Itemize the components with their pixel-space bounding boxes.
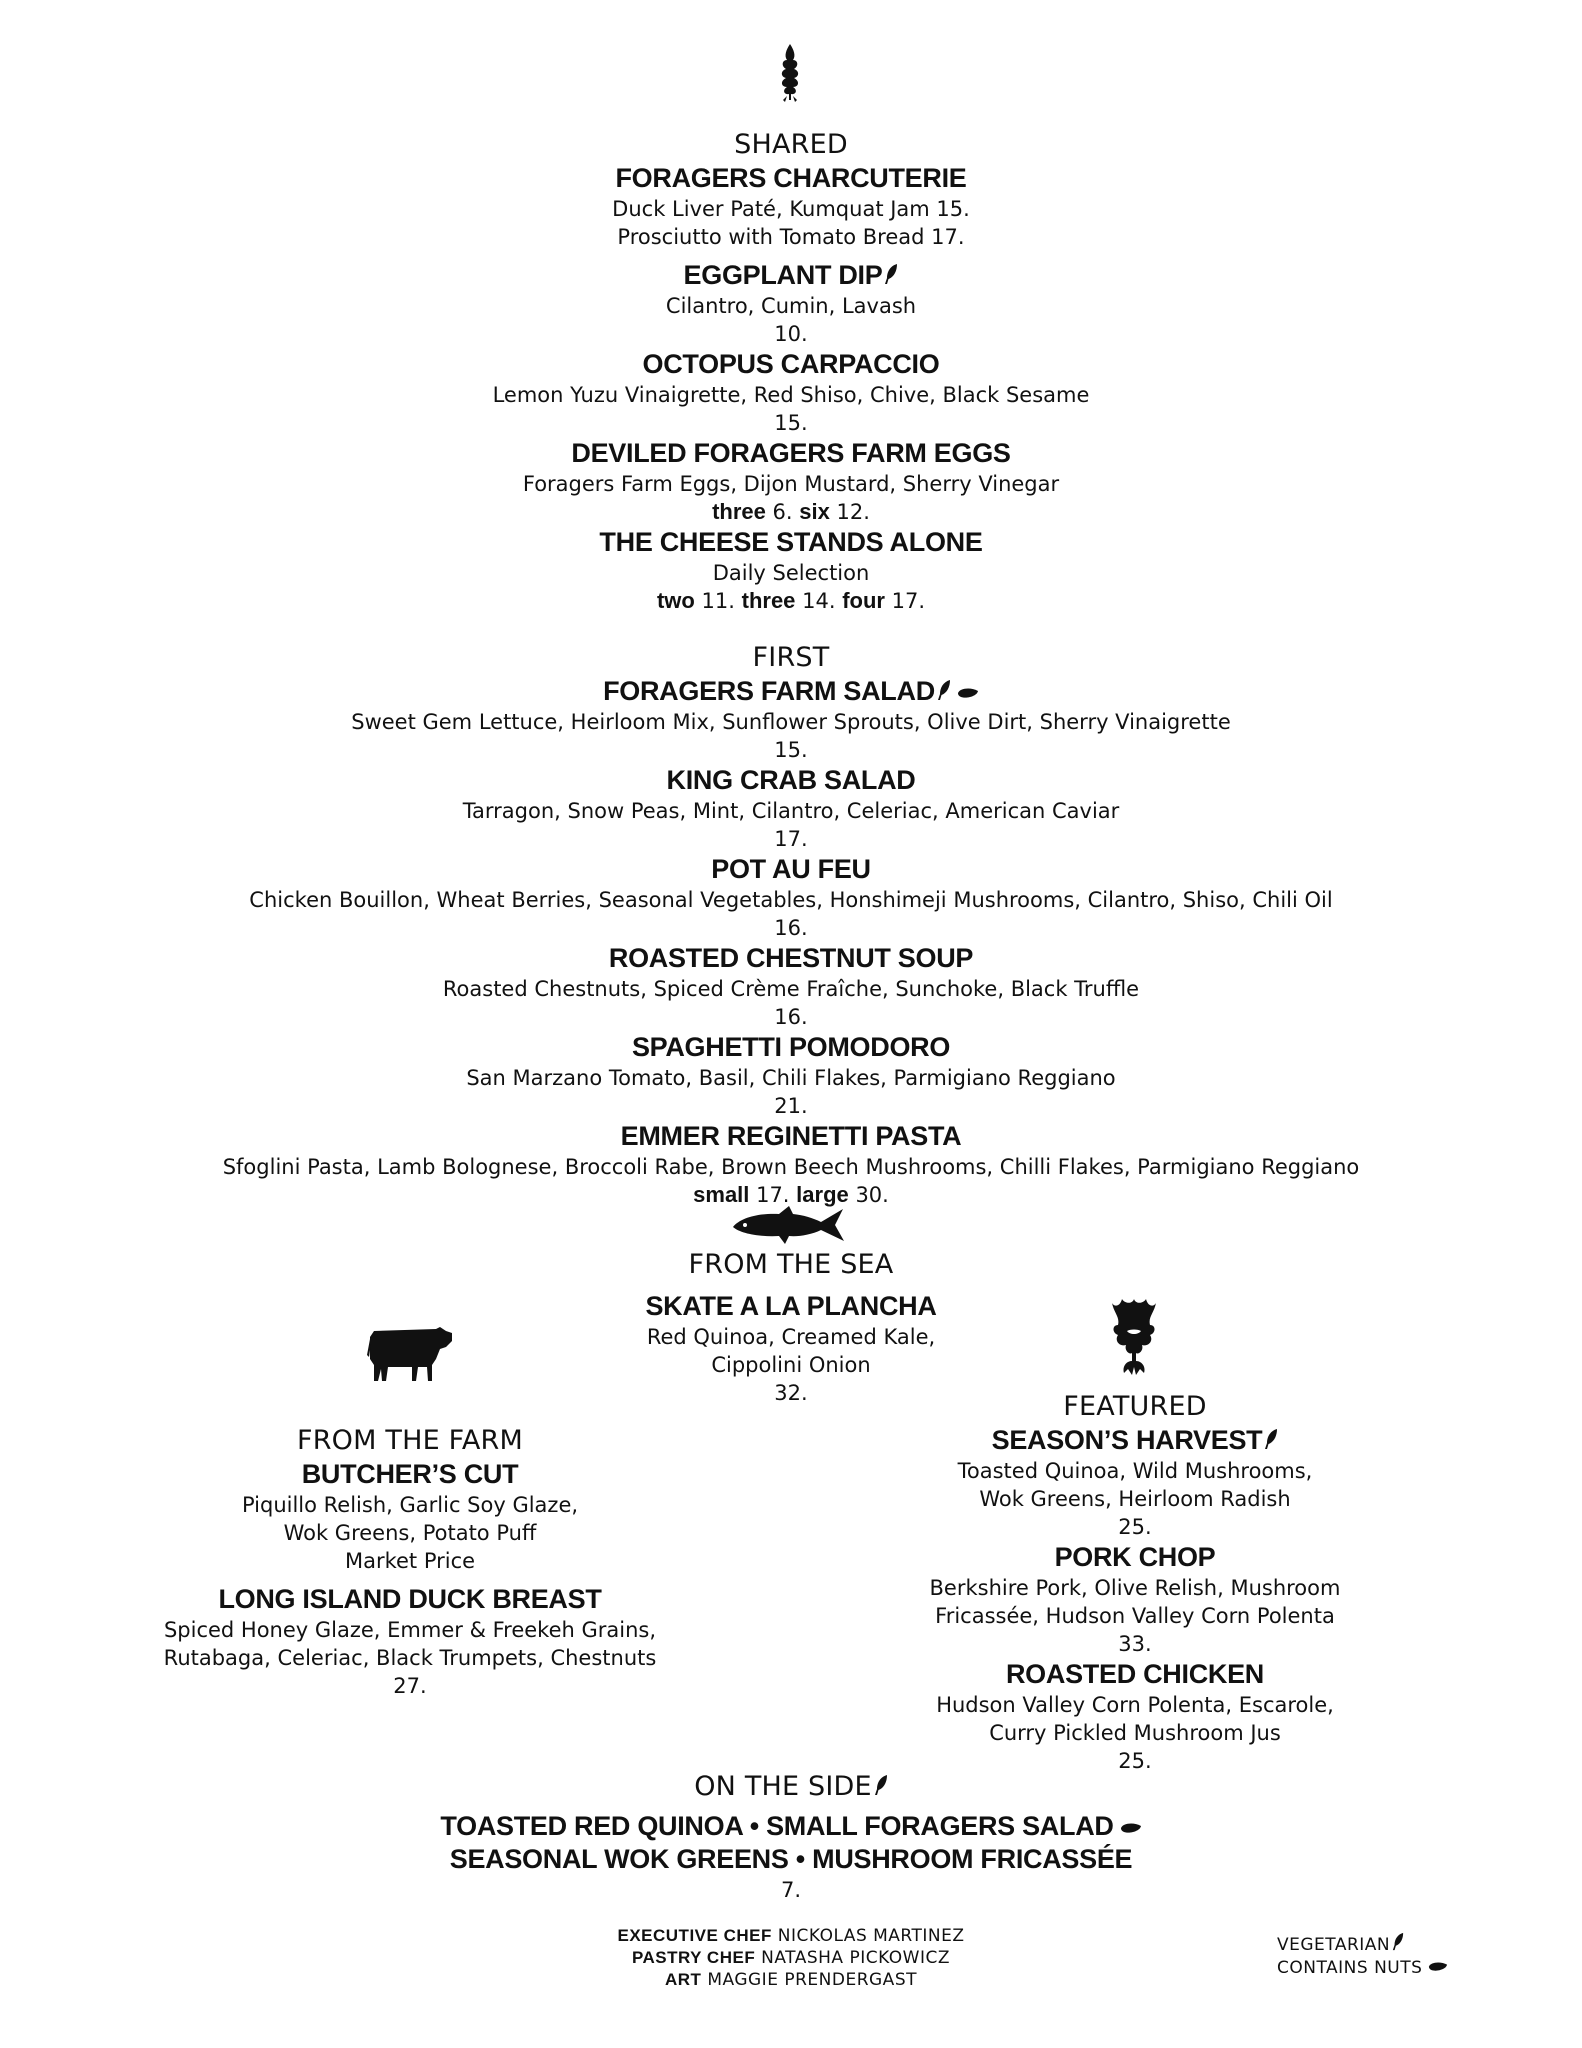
item-description: Tarragon, Snow Peas, Mint, Cilantro, Celeriac, American Caviar <box>462 799 1120 823</box>
menu-item-emmer-reginetti-pasta <box>0 1120 1582 1209</box>
credits <box>541 1925 1041 1991</box>
item-description: Cilantro, Cumin, Lavash <box>665 294 917 318</box>
menu-main-column <box>0 128 1582 1209</box>
item-name: FORAGERS CHARCUTERIE <box>615 163 967 193</box>
legend-vegetarian: VEGETARIAN <box>1277 1935 1391 1955</box>
item-price: 17. <box>774 827 808 851</box>
item-line: Rutabaga, Celeriac, Black Trumpets, Chestnuts <box>163 1646 657 1670</box>
item-price: Market Price <box>344 1549 476 1573</box>
section-heading-on-the-side: ON THE SIDE <box>694 1771 872 1802</box>
item-description: Roasted Chestnuts, Spiced Crème Fraîche, Sunchoke, Black Truffle <box>442 977 1140 1001</box>
section-from-the-farm <box>110 1424 710 1700</box>
item-line: Red Quinoa, Creamed Kale, <box>646 1325 936 1349</box>
side-price: 7. <box>780 1878 802 1902</box>
item-name: DEVILED FORAGERS FARM EGGS <box>571 438 1011 468</box>
section-heading-first: FIRST <box>752 642 830 673</box>
item-line: Curry Pickled Mushroom Jus <box>989 1721 1281 1745</box>
item-name: ROASTED CHESTNUT SOUP <box>608 943 974 973</box>
wheat-sprig-icon <box>771 42 809 106</box>
item-name: EMMER REGINETTI PASTA <box>620 1121 962 1151</box>
item-price: 25. <box>1118 1515 1152 1539</box>
menu-item-spaghetti-pomodoro <box>0 1031 1582 1120</box>
item-line: Duck Liver Paté, Kumquat Jam 15. <box>612 197 970 221</box>
menu-item-octopus-carpaccio <box>0 348 1582 437</box>
leaf-icon <box>1392 1932 1404 1951</box>
leaf-icon <box>937 679 951 701</box>
side-items-line-2: SEASONAL WOK GREENS • MUSHROOM FRICASSÉE <box>449 1844 1133 1874</box>
menu-item-pot-au-feu <box>0 853 1582 942</box>
menu-item-roasted-chestnut-soup <box>0 942 1582 1031</box>
leaf-icon <box>1264 1428 1278 1450</box>
fish-icon <box>731 1203 847 1247</box>
item-description: Sweet Gem Lettuce, Heirloom Mix, Sunflower Sprouts, Olive Dirt, Sherry Vinaigrette <box>351 710 1231 734</box>
item-name: LONG ISLAND DUCK BREAST <box>218 1584 602 1614</box>
menu-item-butchers-cut <box>110 1458 710 1575</box>
item-price-options: three 6. six 12. <box>712 499 870 524</box>
item-name: OCTOPUS CARPACCIO <box>642 349 940 379</box>
section-featured <box>855 1390 1415 1775</box>
item-name: SEASON’S HARVEST <box>991 1425 1263 1455</box>
item-price: 32. <box>774 1381 808 1405</box>
section-heading-from-the-sea: FROM THE SEA <box>688 1249 894 1280</box>
section-heading-shared: SHARED <box>734 129 848 160</box>
item-price-options: two 11. three 14. four 17. <box>656 588 926 613</box>
item-description: Daily Selection <box>712 561 870 585</box>
item-description: Lemon Yuzu Vinaigrette, Red Shiso, Chive, Black Sesame <box>492 383 1090 407</box>
legend <box>1277 1932 1448 1980</box>
leaf-icon <box>884 263 898 285</box>
menu-item-foragers-charcuterie <box>0 162 1582 251</box>
item-price: 15. <box>774 738 808 762</box>
item-description: Foragers Farm Eggs, Dijon Mustard, Sherry Vinegar <box>522 472 1060 496</box>
section-heading-from-the-farm: FROM THE FARM <box>296 1425 524 1456</box>
item-price-options: small 17. large 30. <box>693 1182 889 1207</box>
item-description: San Marzano Tomato, Basil, Chili Flakes, Parmigiano Reggiano <box>466 1066 1116 1090</box>
item-line: Hudson Valley Corn Polenta, Escarole, <box>936 1693 1334 1717</box>
menu-item-deviled-eggs <box>0 437 1582 526</box>
item-line: Spiced Honey Glaze, Emmer & Freekeh Grains, <box>163 1618 657 1642</box>
item-price: 10. <box>774 322 808 346</box>
item-price: 25. <box>1118 1749 1152 1773</box>
leaf-icon <box>874 1774 888 1796</box>
nut-icon <box>1428 1961 1448 1972</box>
item-name: KING CRAB SALAD <box>666 765 916 795</box>
legend-contains-nuts: CONTAINS NUTS <box>1277 1958 1423 1978</box>
nut-icon <box>957 687 979 699</box>
menu-item-foragers-farm-salad <box>0 675 1582 764</box>
item-price: 16. <box>774 1005 808 1029</box>
item-line: Wok Greens, Potato Puff <box>283 1521 537 1545</box>
item-price: 21. <box>774 1094 808 1118</box>
item-price: 16. <box>774 916 808 940</box>
item-line: Berkshire Pork, Olive Relish, Mushroom <box>929 1576 1341 1600</box>
item-name: PORK CHOP <box>1054 1542 1216 1572</box>
menu-item-pork-chop <box>855 1541 1415 1658</box>
item-price: 15. <box>774 411 808 435</box>
item-name: EGGPLANT DIP <box>683 260 883 290</box>
item-line: Toasted Quinoa, Wild Mushrooms, <box>957 1459 1313 1483</box>
section-heading-featured: FEATURED <box>1063 1391 1207 1422</box>
menu-item-roasted-chicken <box>855 1658 1415 1775</box>
menu-item-seasons-harvest <box>855 1424 1415 1541</box>
menu-item-eggplant-dip <box>0 259 1582 348</box>
credit-executive-chef: EXECUTIVE CHEF NICKOLAS MARTINEZ <box>617 1926 965 1946</box>
item-price: 27. <box>393 1674 427 1698</box>
cow-icon <box>366 1325 456 1385</box>
item-name: POT AU FEU <box>711 854 871 884</box>
item-name: BUTCHER’S CUT <box>301 1459 519 1489</box>
item-name: SKATE A LA PLANCHA <box>645 1291 937 1321</box>
section-from-the-sea <box>541 1248 1041 1407</box>
menu-item-king-crab-salad <box>0 764 1582 853</box>
item-name: ROASTED CHICKEN <box>1005 1659 1264 1689</box>
menu-item-cheese-stands-alone <box>0 526 1582 615</box>
item-line: Wok Greens, Heirloom Radish <box>979 1487 1291 1511</box>
nut-icon <box>1120 1822 1142 1834</box>
credit-pastry-chef: PASTRY CHEF NATASHA PICKOWICZ <box>631 1948 951 1968</box>
item-name: THE CHEESE STANDS ALONE <box>599 527 983 557</box>
menu-item-long-island-duck-breast <box>110 1583 710 1700</box>
item-line: Piquillo Relish, Garlic Soy Glaze, <box>241 1493 579 1517</box>
side-items-line-1: TOASTED RED QUINOA • SMALL FORAGERS SALAD <box>440 1811 1114 1841</box>
section-on-the-side <box>0 1770 1582 1904</box>
item-line: Prosciutto with Tomato Bread 17. <box>617 225 965 249</box>
item-price: 33. <box>1118 1632 1152 1656</box>
item-line: Fricassée, Hudson Valley Corn Polenta <box>935 1604 1335 1628</box>
item-line: Cippolini Onion <box>711 1353 871 1377</box>
item-description: Sfoglini Pasta, Lamb Bolognese, Broccoli Rabe, Brown Beech Mushrooms, Chilli Flakes, Parmigiano Reggiano <box>222 1155 1360 1179</box>
item-description: Chicken Bouillon, Wheat Berries, Seasonal Vegetables, Honshimeji Mushrooms, Cilantro, Shiso, Chili Oil <box>249 888 1333 912</box>
item-name: SPAGHETTI POMODORO <box>631 1032 951 1062</box>
credit-art: ART MAGGIE PRENDERGAST <box>664 1970 917 1990</box>
thistle-icon <box>1108 1295 1160 1377</box>
item-name: FORAGERS FARM SALAD <box>603 676 935 706</box>
